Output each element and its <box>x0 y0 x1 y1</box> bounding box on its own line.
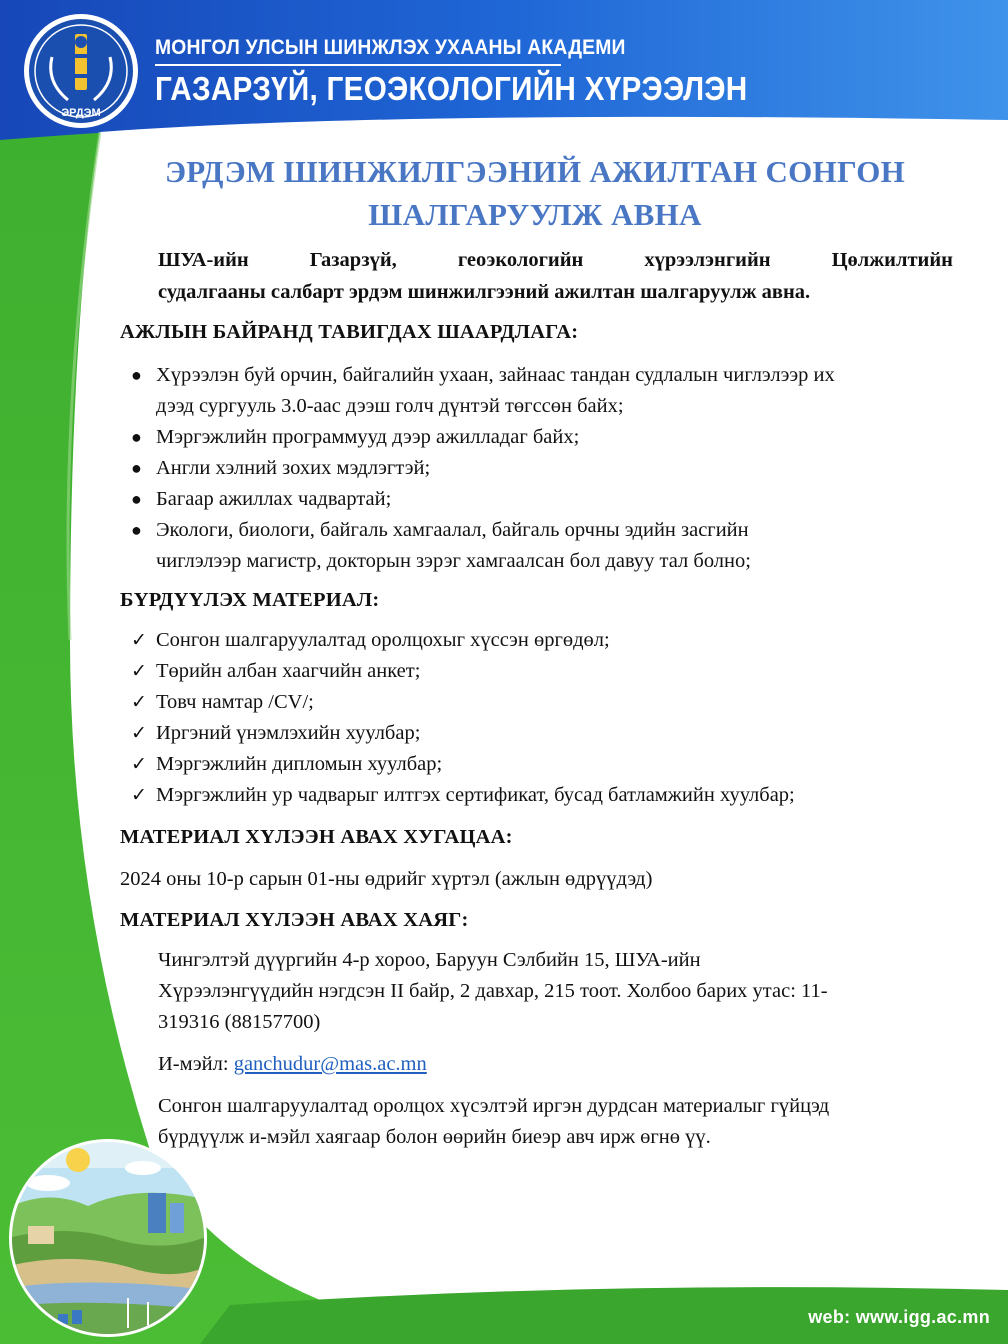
checkmark-icon: ✓ <box>131 723 147 744</box>
list-item: ✓ Товч намтар /CV/; <box>120 687 960 718</box>
list-item: ● Экологи, биологи, байгаль хамгаалал, байгаль орчны эдийн засгийн чиглэлээр магистр, докторын зэрэг хамгаалсан бол давуу тал болно; <box>120 515 960 577</box>
intro-paragraph <box>158 244 953 308</box>
list-item: ● Багаар ажиллах чадвартай; <box>120 484 960 515</box>
address-line3: 319316 (88157700) <box>158 1011 321 1033</box>
list-item: ● Мэргэжлийн программууд дээр ажилладаг байх; <box>120 422 960 453</box>
checkmark-icon: ✓ <box>131 785 147 806</box>
checkmark-icon: ✓ <box>131 692 147 713</box>
bullet-dot-icon: ● <box>131 427 142 447</box>
checkmark-icon: ✓ <box>131 754 147 775</box>
org-name-line2: ГАЗАРЗҮЙ, ГЕОЭКОЛОГИЙН ХҮРЭЭЛЭН <box>155 70 748 107</box>
org-name-line1: МОНГОЛ УЛСЫН ШИНЖЛЭХ УХААНЫ АКАДЕМИ <box>155 36 626 59</box>
title-line1: ЭРДЭМ ШИНЖИЛГЭЭНИЙ АЖИЛТАН СОНГОН <box>164 154 906 189</box>
list-item: ● Англи хэлний зохих мэдлэгтэй; <box>120 453 960 484</box>
page-title <box>120 150 950 236</box>
email-link[interactable]: ganchudur@mas.ac.mn <box>233 1053 427 1075</box>
email-row <box>158 1049 948 1080</box>
list-item: ✓ Төрийн албан хаагчийн анкет; <box>120 656 960 687</box>
deadline-heading: МАТЕРИАЛ ХҮЛЭЭН АВАХ ХУГАЦАА: <box>120 826 513 848</box>
closing-paragraph <box>158 1091 948 1153</box>
list-item: ✓ Иргэний үнэмлэхийн хуулбар; <box>120 718 960 749</box>
title-line2: ШАЛГАРУУЛЖ АВНА <box>368 197 702 232</box>
closing-line1: Сонгон шалгаруулалтад оролцох хүсэлтэй иргэн дурдсан материалыг гүйцэд <box>158 1095 830 1117</box>
address-text <box>158 945 948 1038</box>
logo-text: ЭРДЭМ <box>61 107 101 119</box>
list-item: ✓ Мэргэжлийн ур чадварыг илтгэх сертификат, бусад батламжийн хуулбар; <box>120 780 960 811</box>
address-line2: Хүрээлэнгүүдийн нэгдсэн II байр, 2 давхар, 215 тоот. Холбоо барих утас: 11- <box>158 980 828 1002</box>
deadline-text: 2024 оны 10-р сарын 01-ны өдрийг хүртэл (ажлын өдрүүдэд) <box>120 868 653 890</box>
list-item: ✓ Сонгон шалгаруулалтад оролцохыг хүссэн өргөдөл; <box>120 625 960 656</box>
requirements-list <box>120 360 960 577</box>
checkmark-icon: ✓ <box>131 630 147 651</box>
email-label: И-мэйл: <box>158 1053 229 1075</box>
address-line1: Чингэлтэй дүүргийн 4-р хороо, Баруун Сэлбийн 15, ШУА-ийн <box>158 949 701 971</box>
bullet-dot-icon: ● <box>131 458 142 478</box>
bullet-dot-icon: ● <box>131 489 142 509</box>
checkmark-icon: ✓ <box>131 661 147 682</box>
address-heading: МАТЕРИАЛ ХҮЛЭЭН АВАХ ХАЯГ: <box>120 909 469 931</box>
intro-line1: ШУА-ийн Газарзүй, геоэкологийн хүрээлэнгийн Цөлжилтийн <box>158 249 953 271</box>
requirements-heading: АЖЛЫН БАЙРАНД ТАВИГДАХ ШААРДЛАГА: <box>120 321 579 343</box>
website-url[interactable]: web: www.igg.ac.mn <box>808 1307 990 1327</box>
closing-line2: бүрдүүлж и-мэйл хаягаар болон өөрийн биеэр авч ирж өгнө үү. <box>158 1126 711 1148</box>
bullet-dot-icon: ● <box>131 520 142 540</box>
materials-heading: БҮРДҮҮЛЭХ МАТЕРИАЛ: <box>120 589 380 611</box>
intro-line2: судалгааны салбарт эрдэм шинжилгээний ажилтан шалгаруулж авна. <box>158 281 811 303</box>
bullet-dot-icon: ● <box>131 365 142 385</box>
materials-list <box>120 625 960 811</box>
list-item: ✓ Мэргэжлийн дипломын хуулбар; <box>120 749 960 780</box>
list-item: ● Хүрээлэн буй орчин, байгалийн ухаан, зайнаас тандан судлалын чиглэлээр их дээд сургууль 3.0-аас дээш голч дүнтэй төгссөн байх; <box>120 360 960 422</box>
